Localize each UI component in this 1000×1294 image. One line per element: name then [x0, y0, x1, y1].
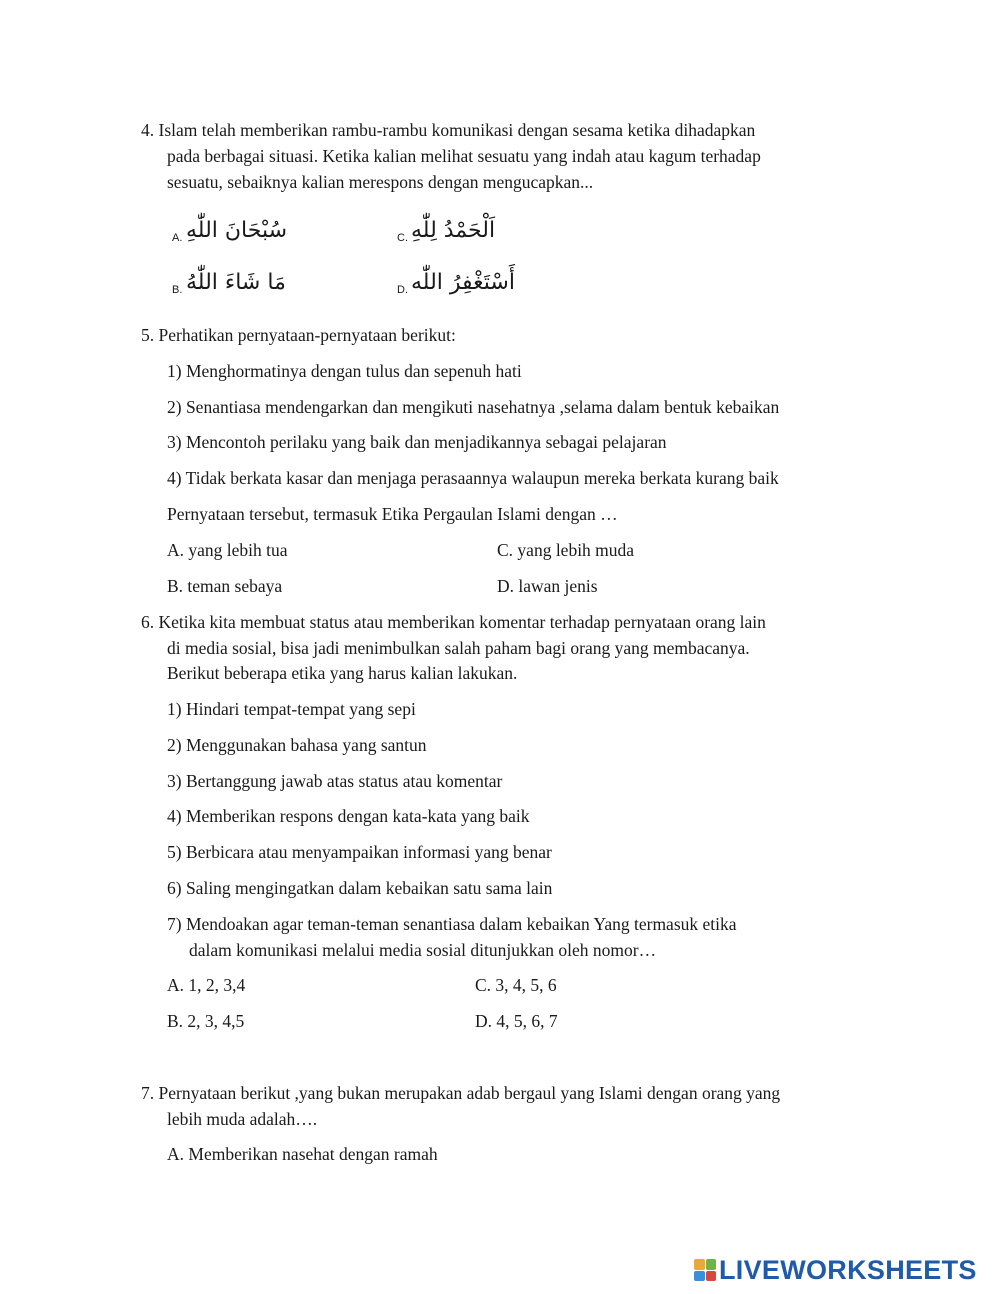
q4-line-2: pada berbagai situasi. Ketika kalian melihat sesuatu yang indah atau kagum terhadap — [167, 146, 761, 166]
q6-item-3: 3) Bertanggung jawab atas status atau komentar — [167, 771, 503, 791]
q7-line-2: lebih muda adalah…. — [167, 1109, 318, 1129]
q5-item-2: 2) Senantiasa mendengarkan dan mengikuti nasehatnya ,selama dalam bentuk kebaikan — [167, 397, 780, 417]
q5-item-4: 4) Tidak berkata kasar dan menjaga perasaannya walaupun mereka berkata kurang baik — [167, 468, 779, 488]
q5-option-c[interactable]: C. yang lebih muda — [497, 540, 635, 560]
q4-option-b-arabic: مَا شَاءَ اللّٰهُ — [186, 270, 286, 295]
q6-option-b[interactable]: B. 2, 3, 4,5 — [167, 1011, 245, 1031]
q6-item-4: 4) Memberikan respons dengan kata-kata yang baik — [167, 806, 530, 826]
q6-option-d[interactable]: D. 4, 5, 6, 7 — [475, 1011, 558, 1031]
q4-option-d-arabic: أَسْتَغْفِرُ اللّٰه — [411, 270, 515, 295]
q4-line-1: 4. Islam telah memberikan rambu-rambu komunikasi dengan sesama ketika dihadapkan — [141, 120, 756, 140]
q6-line-2: di media sosial, bisa jadi menimbulkan salah paham bagi orang yang membacanya. — [167, 638, 750, 658]
q5-option-d[interactable]: D. lawan jenis — [497, 576, 598, 596]
liveworksheets-wordmark: LIVEWORKSHEETS — [719, 1254, 977, 1285]
q5-option-a[interactable]: A. yang lebih tua — [167, 540, 288, 560]
q6-line-1: 6. Ketika kita membuat status atau memberikan komentar terhadap pernyataan orang lain — [141, 612, 766, 632]
q6-item-7: 7) Mendoakan agar teman-teman senantiasa dalam kebaikan Yang termasuk etika — [167, 914, 737, 934]
q4-option-d-label: D. — [397, 284, 408, 296]
q6-item-5: 5) Berbicara atau menyampaikan informasi yang benar — [167, 842, 552, 862]
q6-item-2: 2) Menggunakan bahasa yang santun — [167, 735, 427, 755]
q4-line-3: sesuatu, sebaiknya kalian merespons dengan mengucapkan... — [167, 172, 594, 192]
q6-option-c[interactable]: C. 3, 4, 5, 6 — [475, 975, 557, 995]
q6-item-6: 6) Saling mengingatkan dalam kebaikan satu sama lain — [167, 878, 553, 898]
q5-question: Pernyataan tersebut, termasuk Etika Pergaulan Islami dengan … — [167, 504, 618, 524]
q5-item-1: 1) Menghormatinya dengan tulus dan sepenuh hati — [167, 361, 522, 381]
q6-line-3: Berikut beberapa etika yang harus kalian lakukan. — [167, 663, 518, 683]
q4-option-c-arabic: اَلْحَمْدُ لِلّٰهِ — [411, 218, 496, 243]
q7-line-1: 7. Pernyataan berikut ,yang bukan merupakan adab bergaul yang Islami dengan orang yang — [141, 1083, 781, 1103]
q6-item-7-cont: dalam komunikasi melalui media sosial ditunjukkan oleh nomor… — [189, 940, 657, 960]
q4-option-c-label: C. — [397, 232, 408, 244]
q5-stem: 5. Perhatikan pernyataan-pernyataan berikut: — [141, 325, 456, 345]
liveworksheets-logo-icon — [694, 1259, 716, 1281]
q5-item-3: 3) Mencontoh perilaku yang baik dan menjadikannya sebagai pelajaran — [167, 432, 667, 452]
q4-option-a-arabic: سُبْحَانَ اللّٰهِ — [186, 218, 288, 243]
q6-option-a[interactable]: A. 1, 2, 3,4 — [167, 975, 246, 995]
q7-option-a[interactable]: A. Memberikan nasehat dengan ramah — [167, 1144, 438, 1164]
q4-option-b-label: B. — [172, 284, 183, 296]
q6-item-1: 1) Hindari tempat-tempat yang sepi — [167, 699, 416, 719]
q5-option-b[interactable]: B. teman sebaya — [167, 576, 283, 596]
liveworksheets-logo — [694, 1253, 977, 1287]
q4-option-a-label: A. — [172, 232, 183, 244]
